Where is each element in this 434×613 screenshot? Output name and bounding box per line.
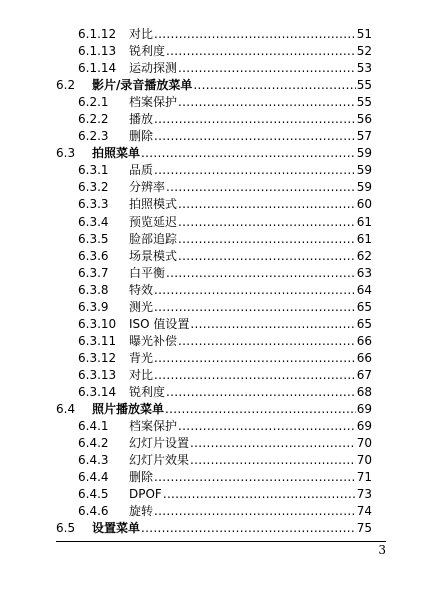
toc-subsection-entry[interactable] [56, 265, 372, 282]
toc-subsection-entry[interactable] [56, 333, 372, 350]
toc-entry-page: 66 [356, 350, 372, 365]
dot-leader [178, 248, 356, 265]
toc-entry-number: 6.5 [56, 521, 76, 536]
table-of-contents [56, 26, 372, 537]
toc-subsection-entry[interactable] [56, 435, 372, 452]
toc-entry-page: 64 [356, 282, 372, 297]
toc-entry-title: ISO 值设置 [129, 316, 190, 331]
dot-leader [141, 145, 356, 162]
toc-subsection-entry[interactable] [56, 231, 372, 248]
dot-leader [190, 316, 355, 333]
toc-entry-page: 65 [356, 316, 372, 331]
toc-entry-title: 对比 [129, 27, 154, 41]
toc-entry-page: 52 [356, 44, 372, 59]
toc-entry-page: 56 [356, 112, 372, 127]
dot-leader [154, 367, 356, 384]
toc-entry-page: 59 [356, 163, 372, 178]
toc-entry-title: DPOF [129, 487, 162, 502]
toc-subsection-entry[interactable] [56, 214, 372, 231]
dot-leader [165, 401, 356, 418]
toc-entry-number: 6.3.1 [78, 163, 109, 178]
dot-leader [163, 486, 356, 503]
toc-entry-number: 6.2.2 [78, 112, 109, 127]
toc-entry-number: 6.4.5 [78, 487, 109, 502]
dot-leader [154, 162, 356, 179]
toc-subsection-entry[interactable] [56, 162, 372, 179]
toc-subsection-entry[interactable] [56, 43, 372, 60]
toc-entry-page: 69 [356, 402, 372, 417]
toc-entry-number: 6.3.12 [78, 350, 117, 365]
toc-entry-number: 6.3.2 [78, 180, 109, 195]
toc-entry-title: 幻灯片效果 [129, 453, 190, 468]
dot-leader [178, 231, 356, 248]
toc-entry-number: 6.3.11 [78, 333, 117, 348]
toc-entry-page: 59 [356, 146, 372, 161]
toc-entry-page: 63 [356, 265, 372, 280]
toc-entry-page: 75 [356, 521, 372, 536]
toc-entry-page: 70 [356, 453, 372, 468]
toc-entry-page: 65 [356, 299, 372, 314]
toc-entry-number: 6.3.9 [78, 299, 109, 314]
toc-entry-title: 特效 [129, 282, 154, 297]
dot-leader [178, 60, 356, 77]
toc-entry-number: 6.4.2 [78, 436, 109, 451]
toc-subsection-entry[interactable] [56, 248, 372, 265]
toc-entry-number: 6.3 [56, 146, 76, 161]
toc-entry-number: 6.2.3 [78, 129, 109, 144]
toc-entry-number: 6.2 [56, 78, 76, 93]
dot-leader [154, 503, 356, 520]
toc-entry-title: 档案保护 [129, 95, 178, 110]
toc-subsection-entry[interactable] [56, 60, 372, 77]
toc-entry-page: 61 [356, 214, 372, 229]
toc-section-entry[interactable] [56, 145, 372, 162]
toc-entry-number: 6.3.13 [78, 367, 117, 382]
toc-entry-page: 55 [356, 78, 372, 93]
dot-leader [154, 111, 356, 128]
toc-entry-number: 6.4.3 [78, 453, 109, 468]
toc-entry-number: 6.3.4 [78, 214, 109, 229]
toc-entry-title: 设置菜单 [92, 521, 141, 536]
toc-entry-title: 品质 [129, 163, 154, 178]
dot-leader [178, 196, 356, 213]
toc-subsection-entry[interactable] [56, 94, 372, 111]
toc-entry-number: 6.3.6 [78, 248, 109, 263]
dot-leader [166, 265, 356, 282]
toc-subsection-entry[interactable] [56, 452, 372, 469]
toc-subsection-entry[interactable] [56, 367, 372, 384]
toc-entry-title: 锐利度 [129, 384, 166, 399]
toc-entry-title: 分辨率 [129, 180, 166, 195]
toc-entry-title: 白平衡 [129, 265, 166, 280]
dot-leader [193, 77, 355, 94]
dot-leader [154, 299, 356, 316]
toc-entry-page: 53 [356, 61, 372, 76]
toc-entry-title: 旋转 [129, 504, 154, 519]
toc-subsection-entry[interactable] [56, 486, 372, 503]
toc-entry-number: 6.3.10 [78, 316, 117, 331]
dot-leader [178, 418, 356, 435]
toc-entry-page: 55 [356, 95, 372, 110]
toc-entry-title: 影片/录音播放菜单 [92, 78, 193, 93]
toc-entry-number: 6.4.1 [78, 419, 109, 434]
toc-entry-page: 61 [356, 231, 372, 246]
toc-subsection-entry[interactable] [56, 384, 372, 401]
dot-leader [166, 384, 356, 401]
dot-leader [190, 435, 356, 452]
toc-subsection-entry[interactable] [56, 350, 372, 367]
toc-subsection-entry[interactable] [56, 111, 372, 128]
toc-entry-number: 6.2.1 [78, 95, 109, 110]
toc-section-entry[interactable] [56, 77, 372, 94]
dot-leader [166, 179, 356, 196]
dot-leader [178, 333, 356, 350]
dot-leader [178, 94, 356, 111]
toc-subsection-entry[interactable] [56, 418, 372, 435]
toc-entry-title: 拍照菜单 [92, 146, 141, 161]
toc-entry-page: 60 [356, 197, 372, 212]
toc-entry-number: 6.1.13 [78, 44, 117, 59]
toc-entry-number: 6.3.7 [78, 265, 109, 280]
toc-subsection-entry[interactable] [56, 282, 372, 299]
toc-subsection-entry[interactable] [56, 26, 372, 43]
toc-subsection-entry[interactable] [56, 196, 372, 213]
toc-entry-page: 69 [356, 419, 372, 434]
toc-entry-title: 拍照模式 [129, 197, 178, 212]
toc-entry-number: 6.3.8 [78, 282, 109, 297]
toc-subsection-entry[interactable] [56, 299, 372, 316]
toc-entry-page: 70 [356, 436, 372, 451]
toc-entry-page: 73 [356, 487, 372, 502]
toc-entry-number: 6.3.5 [78, 231, 109, 246]
toc-entry-number: 6.3.3 [78, 197, 109, 212]
toc-entry-page: 66 [356, 333, 372, 348]
dot-leader [154, 282, 356, 299]
toc-section-entry[interactable] [56, 520, 372, 537]
toc-entry-number: 6.3.14 [78, 384, 117, 399]
toc-entry-title: 预览延迟 [129, 214, 178, 229]
toc-entry-title: 背光 [129, 350, 154, 365]
toc-entry-page: 71 [356, 470, 372, 485]
toc-entry-title: 照片播放菜单 [92, 402, 165, 417]
dot-leader [166, 43, 356, 60]
toc-subsection-entry[interactable] [56, 128, 372, 145]
page-number: 3 [378, 543, 386, 557]
toc-entry-page: 74 [356, 504, 372, 519]
toc-entry-title: 档案保护 [129, 419, 178, 434]
toc-subsection-entry[interactable] [56, 316, 372, 333]
toc-entry-title: 对比 [129, 367, 154, 382]
toc-subsection-entry[interactable] [56, 179, 372, 196]
toc-entry-page: 57 [356, 129, 372, 144]
toc-entry-number: 6.4 [56, 402, 76, 417]
toc-entry-title: 锐利度 [129, 44, 166, 59]
toc-entry-title: 运动探测 [129, 61, 178, 76]
toc-entry-page: 51 [356, 27, 372, 41]
toc-entry-number: 6.1.12 [78, 27, 117, 41]
toc-entry-number: 6.1.14 [78, 61, 117, 76]
toc-entry-title: 曝光补偿 [129, 333, 178, 348]
toc-entry-page: 62 [356, 248, 372, 263]
dot-leader [154, 469, 356, 486]
toc-section-entry[interactable] [56, 401, 372, 418]
toc-subsection-entry[interactable] [56, 503, 372, 520]
dot-leader [154, 26, 356, 43]
toc-entry-title: 删除 [129, 470, 154, 485]
toc-entry-title: 播放 [129, 112, 154, 127]
toc-entry-title: 删除 [129, 129, 154, 144]
dot-leader [154, 350, 356, 367]
toc-entry-page: 68 [356, 384, 372, 399]
toc-entry-title: 测光 [129, 299, 154, 314]
toc-entry-title: 脸部追踪 [129, 231, 178, 246]
dot-leader [154, 128, 356, 145]
toc-entry-page: 59 [356, 180, 372, 195]
dot-leader [190, 452, 356, 469]
toc-subsection-entry[interactable] [56, 469, 372, 486]
toc-entry-number: 6.4.6 [78, 504, 109, 519]
toc-entry-page: 67 [356, 367, 372, 382]
dot-leader [141, 520, 356, 537]
toc-entry-title: 场景模式 [129, 248, 178, 263]
toc-entry-number: 6.4.4 [78, 470, 109, 485]
footer-rule [56, 541, 386, 542]
dot-leader [178, 214, 356, 231]
toc-entry-title: 幻灯片设置 [129, 436, 190, 451]
